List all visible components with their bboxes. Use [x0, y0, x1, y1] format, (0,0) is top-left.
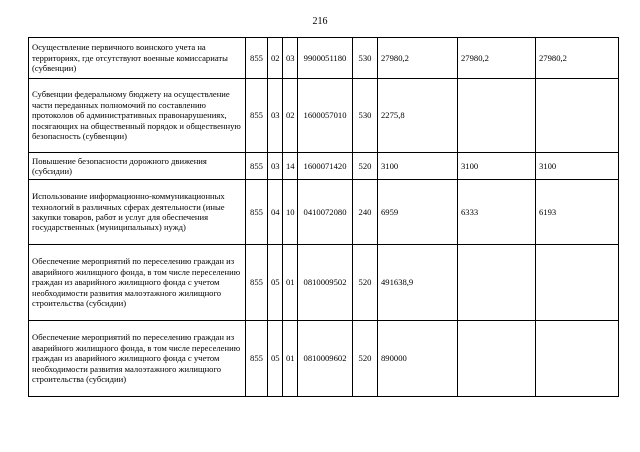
- table-row: [29, 245, 619, 321]
- target-article-code: 1600071420: [298, 153, 353, 180]
- amount-year-2: 3100: [458, 153, 536, 180]
- expense-type-code: 240: [353, 180, 378, 245]
- expense-type-code: 520: [353, 153, 378, 180]
- grbs-code: 855: [246, 38, 268, 79]
- row-description: Использование информационно-коммуникационных технологий в различных сферах деятельности (иные закупки товаров, работ и услуг для обеспечения государственных (муниципальных) нужд): [29, 180, 246, 245]
- table-row: [29, 79, 619, 153]
- amount-year-2: [458, 245, 536, 321]
- row-description: Субвенции федеральному бюджету на осуществление части переданных полномочий по составлению протоколов об административных правонарушениях, посягающих на общественный порядок и общественную безопасность (субвенции): [29, 79, 246, 153]
- amount-year-3: 6193: [536, 180, 619, 245]
- target-article-code: 9900051180: [298, 38, 353, 79]
- amount-year-2: 27980,2: [458, 38, 536, 79]
- row-description: Обеспечение мероприятий по переселению граждан из аварийного жилищного фонда, в том числе переселению граждан из аварийного жилищного фонда с учетом необходимости развития малоэтажного жилищного строительства (субсидии): [29, 245, 246, 321]
- subsection-code: 14: [283, 153, 298, 180]
- table-row: [29, 180, 619, 245]
- row-description: Повышение безопасности дорожного движения (субсидии): [29, 153, 246, 180]
- amount-year-1: 3100: [378, 153, 458, 180]
- grbs-code: 855: [246, 321, 268, 397]
- amount-year-2: [458, 321, 536, 397]
- amount-year-3: 27980,2: [536, 38, 619, 79]
- amount-year-3: [536, 321, 619, 397]
- expense-type-code: 530: [353, 79, 378, 153]
- target-article-code: 0810009502: [298, 245, 353, 321]
- expense-type-code: 520: [353, 321, 378, 397]
- subsection-code: 02: [283, 79, 298, 153]
- amount-year-1: 6959: [378, 180, 458, 245]
- target-article-code: 0410072080: [298, 180, 353, 245]
- row-description: Осуществление первичного воинского учета на территориях, где отсутствуют военные комиссариаты (субвенции): [29, 38, 246, 79]
- page-number: 216: [312, 16, 328, 27]
- grbs-code: 855: [246, 245, 268, 321]
- amount-year-1: 2275,8: [378, 79, 458, 153]
- grbs-code: 855: [246, 153, 268, 180]
- table-row: [29, 321, 619, 397]
- amount-year-1: 491638,9: [378, 245, 458, 321]
- target-article-code: 1600057010: [298, 79, 353, 153]
- budget-table: [28, 37, 619, 397]
- section-code: 04: [268, 180, 283, 245]
- subsection-code: 01: [283, 321, 298, 397]
- section-code: 05: [268, 245, 283, 321]
- section-code: 03: [268, 153, 283, 180]
- amount-year-2: [458, 79, 536, 153]
- subsection-code: 01: [283, 245, 298, 321]
- grbs-code: 855: [246, 79, 268, 153]
- amount-year-3: [536, 79, 619, 153]
- amount-year-2: 6333: [458, 180, 536, 245]
- amount-year-3: [536, 245, 619, 321]
- subsection-code: 10: [283, 180, 298, 245]
- expense-type-code: 530: [353, 38, 378, 79]
- subsection-code: 03: [283, 38, 298, 79]
- expense-type-code: 520: [353, 245, 378, 321]
- amount-year-3: 3100: [536, 153, 619, 180]
- amount-year-1: 890000: [378, 321, 458, 397]
- target-article-code: 0810009602: [298, 321, 353, 397]
- section-code: 03: [268, 79, 283, 153]
- table-row: [29, 153, 619, 180]
- section-code: 02: [268, 38, 283, 79]
- table-row: [29, 38, 619, 79]
- amount-year-1: 27980,2: [378, 38, 458, 79]
- row-description: Обеспечение мероприятий по переселению граждан из аварийного жилищного фонда, в том числе переселению граждан из аварийного жилищного фонда с учетом необходимости развития малоэтажного жилищного строительства (субсидии): [29, 321, 246, 397]
- grbs-code: 855: [246, 180, 268, 245]
- section-code: 05: [268, 321, 283, 397]
